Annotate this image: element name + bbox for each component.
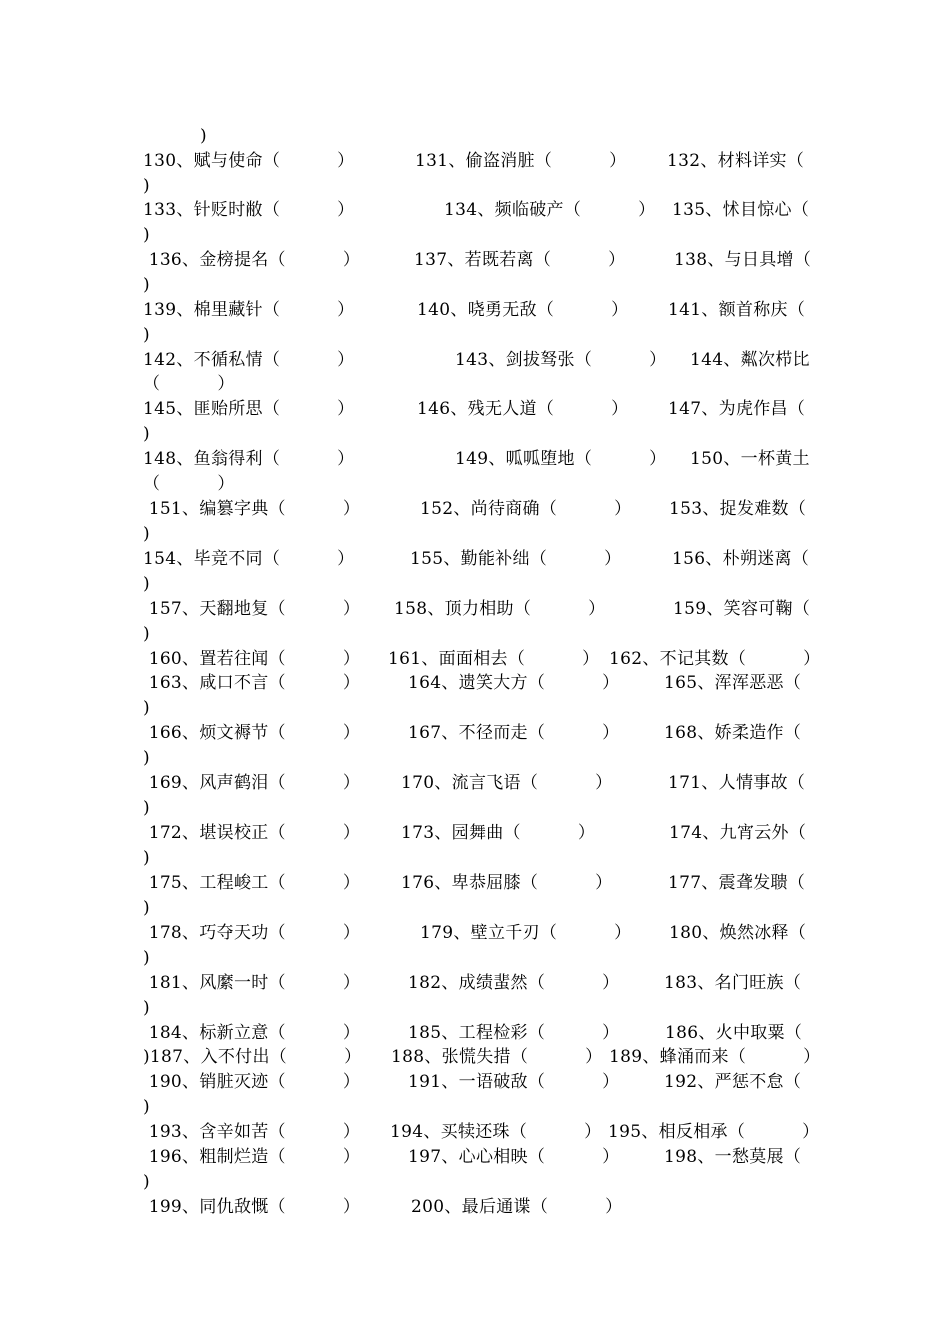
exercise-item-36-0: 184、标新立意（ ） xyxy=(143,1023,361,1043)
continuation-line-6-0: ) xyxy=(143,275,150,295)
exercise-item-26-2: 171、人情事故（ xyxy=(668,773,806,793)
exercise-item-41-0: 196、粗制烂造（ ） xyxy=(143,1147,361,1167)
exercise-item-37-1: 188、张慌失措（ ） xyxy=(391,1047,603,1067)
continuation-line-14-0: （ ） xyxy=(143,474,235,494)
exercise-item-24-0: 166、烦文褥节（ ） xyxy=(143,723,361,743)
continuation-line-42-0: ) xyxy=(143,1172,150,1192)
exercise-item-17-0: 154、毕竞不同（ ） xyxy=(143,549,355,569)
continuation-line-4-0: ) xyxy=(143,225,150,245)
exercise-item-11-1: 146、残无人道（ ） xyxy=(417,399,629,419)
exercise-item-32-1: 179、壁立千刃（ ） xyxy=(420,923,632,943)
exercise-item-32-2: 180、焕然冰释（ xyxy=(669,923,807,943)
exercise-item-36-2: 186、火中取粟（ xyxy=(665,1023,803,1043)
exercise-item-13-2: 150、一杯黄土 xyxy=(690,449,810,469)
continuation-line-18-0: ) xyxy=(143,574,150,594)
exercise-item-28-2: 174、九宵云外（ xyxy=(669,823,807,843)
exercise-item-24-2: 168、娇柔造作（ xyxy=(664,723,802,743)
exercise-item-22-1: 164、遗笑大方（ ） xyxy=(408,673,620,693)
exercise-item-19-1: 158、顶力相助（ ） xyxy=(394,599,606,619)
exercise-item-26-0: 169、风声鹤泪（ ） xyxy=(143,773,361,793)
continuation-line-2-0: ) xyxy=(143,176,150,196)
exercise-item-15-0: 151、编篡字典（ ） xyxy=(143,499,361,519)
exercise-item-19-0: 157、天翻地复（ ） xyxy=(143,599,361,619)
exercise-item-34-2: 183、名门旺族（ xyxy=(664,973,802,993)
exercise-item-21-2: 162、不记其数（ ） xyxy=(609,649,821,669)
exercise-item-30-2: 177、震聋发聩（ xyxy=(668,873,806,893)
continuation-line-29-0: ) xyxy=(143,848,150,868)
exercise-item-30-0: 175、工程峻工（ ） xyxy=(143,873,361,893)
exercise-item-30-1: 176、卑恭屈膝（ ） xyxy=(401,873,613,893)
exercise-item-38-0: 190、销脏灭迹（ ） xyxy=(143,1072,361,1092)
continuation-line-10-0: （ ） xyxy=(143,374,235,394)
exercise-item-1-1: 131、偷盗消脏（ ） xyxy=(415,151,627,171)
exercise-item-3-1: 134、频临破产（ ） xyxy=(444,200,656,220)
exercise-item-19-2: 159、笑容可鞠（ xyxy=(673,599,811,619)
exercise-item-7-2: 141、额首称庆（ xyxy=(668,300,806,320)
exercise-item-13-0: 148、鱼翁得利（ ） xyxy=(143,449,355,469)
exercise-item-41-1: 197、心心相映（ ） xyxy=(408,1147,620,1167)
exercise-item-22-2: 165、浑浑恶恶（ xyxy=(664,673,802,693)
exercise-item-40-2: 195、相反相承（ ） xyxy=(608,1122,820,1142)
exercise-item-34-0: 181、风縻一时（ ） xyxy=(143,973,361,993)
exercise-item-5-2: 138、与日具增（ xyxy=(674,250,812,270)
exercise-item-7-1: 140、哓勇无敌（ ） xyxy=(417,300,629,320)
continuation-line-35-0: ) xyxy=(143,998,150,1018)
continuation-line-8-0: ) xyxy=(143,325,150,345)
exercise-item-3-2: 135、怵目惊心（ xyxy=(672,200,810,220)
exercise-item-28-0: 172、堪误校正（ ） xyxy=(143,823,361,843)
continuation-line-12-0: ) xyxy=(143,424,150,444)
exercise-item-34-1: 182、成绩蜚然（ ） xyxy=(408,973,620,993)
exercise-item-1-0: 130、赋与使命（ ） xyxy=(143,151,355,171)
continuation-line-27-0: ) xyxy=(143,798,150,818)
continuation-line-31-0: ) xyxy=(143,898,150,918)
exercise-item-7-0: 139、棉里藏针（ ） xyxy=(143,300,355,320)
exercise-item-36-1: 185、工程检彩（ ） xyxy=(408,1023,620,1043)
exercise-item-5-0: 136、金榜提名（ ） xyxy=(143,250,361,270)
exercise-item-43-1: 200、最后通谍（ ） xyxy=(411,1197,623,1217)
exercise-item-9-2: 144、粼次栉比 xyxy=(690,350,810,370)
exercise-item-37-2: 189、蜂涌而来（ ） xyxy=(609,1047,821,1067)
exercise-item-21-0: 160、置若往闻（ ） xyxy=(143,649,361,669)
exercise-item-24-1: 167、不径而走（ ） xyxy=(408,723,620,743)
exercise-item-22-0: 163、咸口不言（ ） xyxy=(143,673,361,693)
exercise-item-41-2: 198、一愁莫展（ xyxy=(664,1147,802,1167)
exercise-item-15-2: 153、捉发难数（ xyxy=(669,499,807,519)
exercise-item-40-0: 193、含辛如苦（ ） xyxy=(143,1122,361,1142)
exercise-item-15-1: 152、尚待商确（ ） xyxy=(420,499,632,519)
exercise-item-11-0: 145、匪贻所思（ ） xyxy=(143,399,355,419)
exercise-item-5-1: 137、若既若离（ ） xyxy=(414,250,626,270)
exercise-item-21-1: 161、面面相去（ ） xyxy=(388,649,600,669)
exercise-item-38-1: 191、一语破敌（ ） xyxy=(408,1072,620,1092)
exercise-item-13-1: 149、呱呱堕地（ ） xyxy=(455,449,667,469)
exercise-item-17-1: 155、勤能补绌（ ） xyxy=(410,549,622,569)
exercise-item-3-0: 133、针贬时敝（ ） xyxy=(143,200,355,220)
exercise-item-28-1: 173、园舞曲（ ） xyxy=(401,823,596,843)
exercise-item-38-2: 192、严惩不怠（ xyxy=(664,1072,802,1092)
continuation-line-20-0: ) xyxy=(143,624,150,644)
exercise-item-17-2: 156、朴朔迷离（ xyxy=(672,549,810,569)
exercise-item-9-0: 142、不循私情（ ） xyxy=(143,350,355,370)
continuation-line-23-0: ) xyxy=(143,698,150,718)
exercise-item-26-1: 170、流言飞语（ ） xyxy=(401,773,613,793)
continuation-line-0-0: ) xyxy=(143,126,207,146)
exercise-item-32-0: 178、巧夺天功（ ） xyxy=(143,923,361,943)
exercise-item-37-0: )187、入不付出（ ） xyxy=(143,1047,362,1067)
continuation-line-25-0: ) xyxy=(143,748,150,768)
exercise-item-1-2: 132、材料详实（ xyxy=(667,151,805,171)
exercise-item-9-1: 143、剑拔驽张（ ） xyxy=(455,350,667,370)
exercise-item-11-2: 147、为虎作昌（ xyxy=(668,399,806,419)
continuation-line-39-0: ) xyxy=(143,1097,150,1117)
continuation-line-16-0: ) xyxy=(143,524,150,544)
exercise-item-43-0: 199、同仇敌慨（ ） xyxy=(143,1197,361,1217)
continuation-line-33-0: ) xyxy=(143,948,150,968)
exercise-item-40-1: 194、买犊还珠（ ） xyxy=(390,1122,602,1142)
